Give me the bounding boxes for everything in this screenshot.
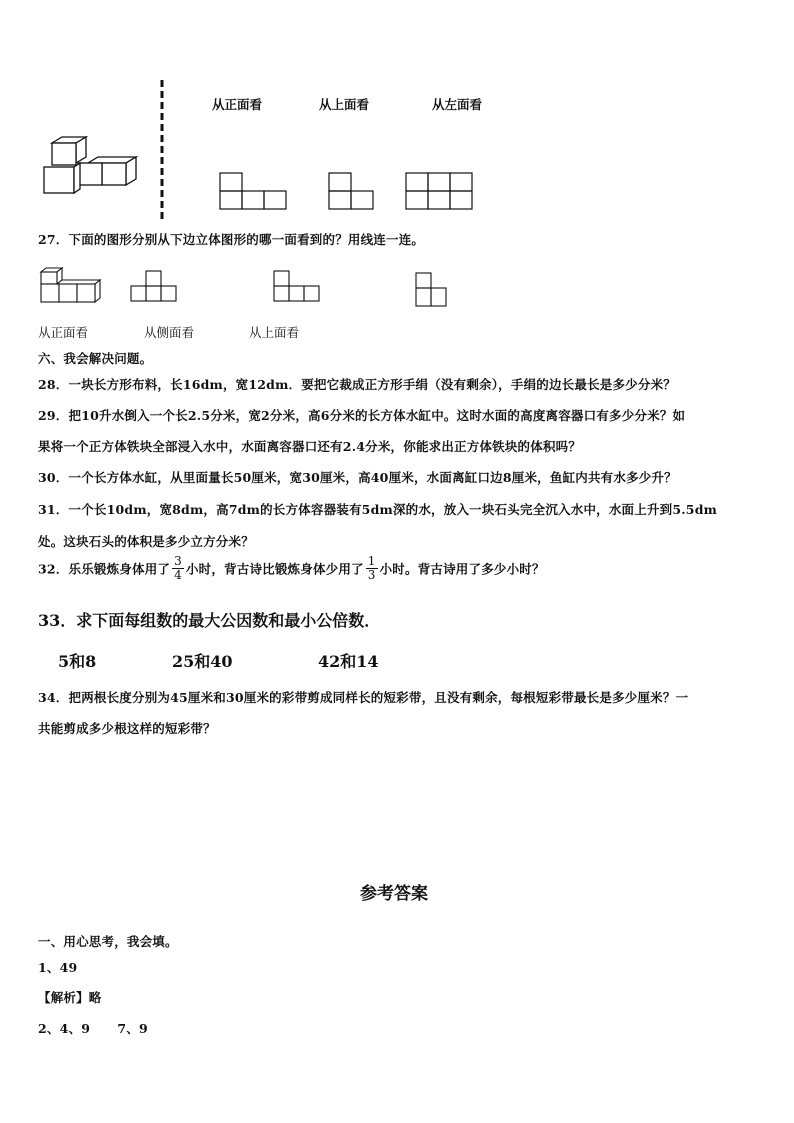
q32-frac1-numerator: 3 — [174, 554, 182, 568]
q27-view-c — [415, 270, 449, 310]
question-34-line2: 共能剪成多少根这样的短彩带？ — [38, 721, 216, 736]
top-view-figure — [328, 172, 378, 210]
answer-1-analysis: 【解析】略 — [38, 990, 102, 1005]
q32-text-1: 32．乐乐锻炼身体用了 — [38, 561, 171, 577]
question-29-line1: 29．把10升水倒入一个长2.5分米，宽2分米，高6分米的长方体水缸中。这时水面的高度离容器口有多少分米？如 — [38, 408, 686, 423]
q33-pair-2: 25和40 — [172, 652, 233, 671]
q27-view-a — [130, 270, 178, 304]
q32-frac2-denominator: 3 — [367, 568, 376, 582]
question-30: 30．一个长方体水缸，从里面量长50厘米，宽30厘米，高40厘米，水面离缸口边8厘米，鱼缸内共有水多少升？ — [38, 470, 677, 485]
q32-fraction-2 — [366, 555, 378, 582]
front-view-figure — [219, 172, 289, 210]
question-33: 33．求下面每组数的最大公因数和最小公倍数． — [38, 611, 381, 630]
view-label-front: 从正面看 — [212, 97, 263, 112]
q33-pair-1: 5和8 — [58, 652, 97, 671]
question-27: 27．下面的图形分别从下边立体图形的哪一面看到的？用线连一连。 — [38, 232, 425, 247]
view-label-top: 从上面看 — [319, 97, 370, 112]
left-view-figure — [405, 172, 477, 210]
q32-text-3: 小时。背古诗用了多少小时？ — [379, 561, 545, 577]
answer-1: 1、49 — [38, 960, 78, 975]
q27-solid-figure — [40, 266, 102, 304]
q27-caption-side: 从侧面看 — [144, 325, 195, 340]
q27-caption-top: 从上面看 — [249, 325, 300, 340]
q27-view-b — [273, 270, 321, 304]
q32-fraction-1 — [172, 555, 184, 582]
answers-title: 参考答案 — [360, 884, 428, 904]
view-label-left: 从左面看 — [432, 97, 483, 112]
divider-dashed-line — [160, 80, 164, 222]
question-28: 28．一块长方形布料，长16dm，宽12dm．要把它裁成正方形手绢（没有剩余），手绢的边长最长是多少分米？ — [38, 377, 676, 392]
answer-2: 2、4、9 7、9 — [38, 1021, 148, 1036]
question-34-line1: 34．把两根长度分别为45厘米和30厘米的彩带剪成同样长的短彩带，且没有剩余，每根短彩带最长是多少厘米？一 — [38, 690, 689, 705]
q27-caption-front: 从正面看 — [38, 325, 89, 340]
question-29-line2: 果将一个正方体铁块全部浸入水中，水面离容器口还有2.4分米，你能求出正方体铁块的体积吗？ — [38, 439, 582, 454]
answers-section-1: 一、用心思考，我会填。 — [38, 934, 178, 949]
q33-pair-3: 42和14 — [318, 652, 379, 671]
cube-stack-figure — [40, 135, 140, 195]
q32-frac2-numerator: 1 — [367, 554, 376, 568]
q32-frac1-denominator: 4 — [174, 568, 182, 582]
question-31-line2: 处。这块石头的体积是多少立方分米？ — [38, 534, 254, 549]
q32-text-2: 小时，背古诗比锻炼身体少用了 — [185, 561, 364, 577]
question-31-line1: 31．一个长10dm，宽8dm，高7dm的长方体容器装有5dm深的水，放入一块石头完全沉入水中，水面上升到5.5dm — [38, 502, 718, 517]
section-6-heading: 六、我会解决问题。 — [38, 351, 153, 366]
question-32 — [38, 555, 545, 582]
